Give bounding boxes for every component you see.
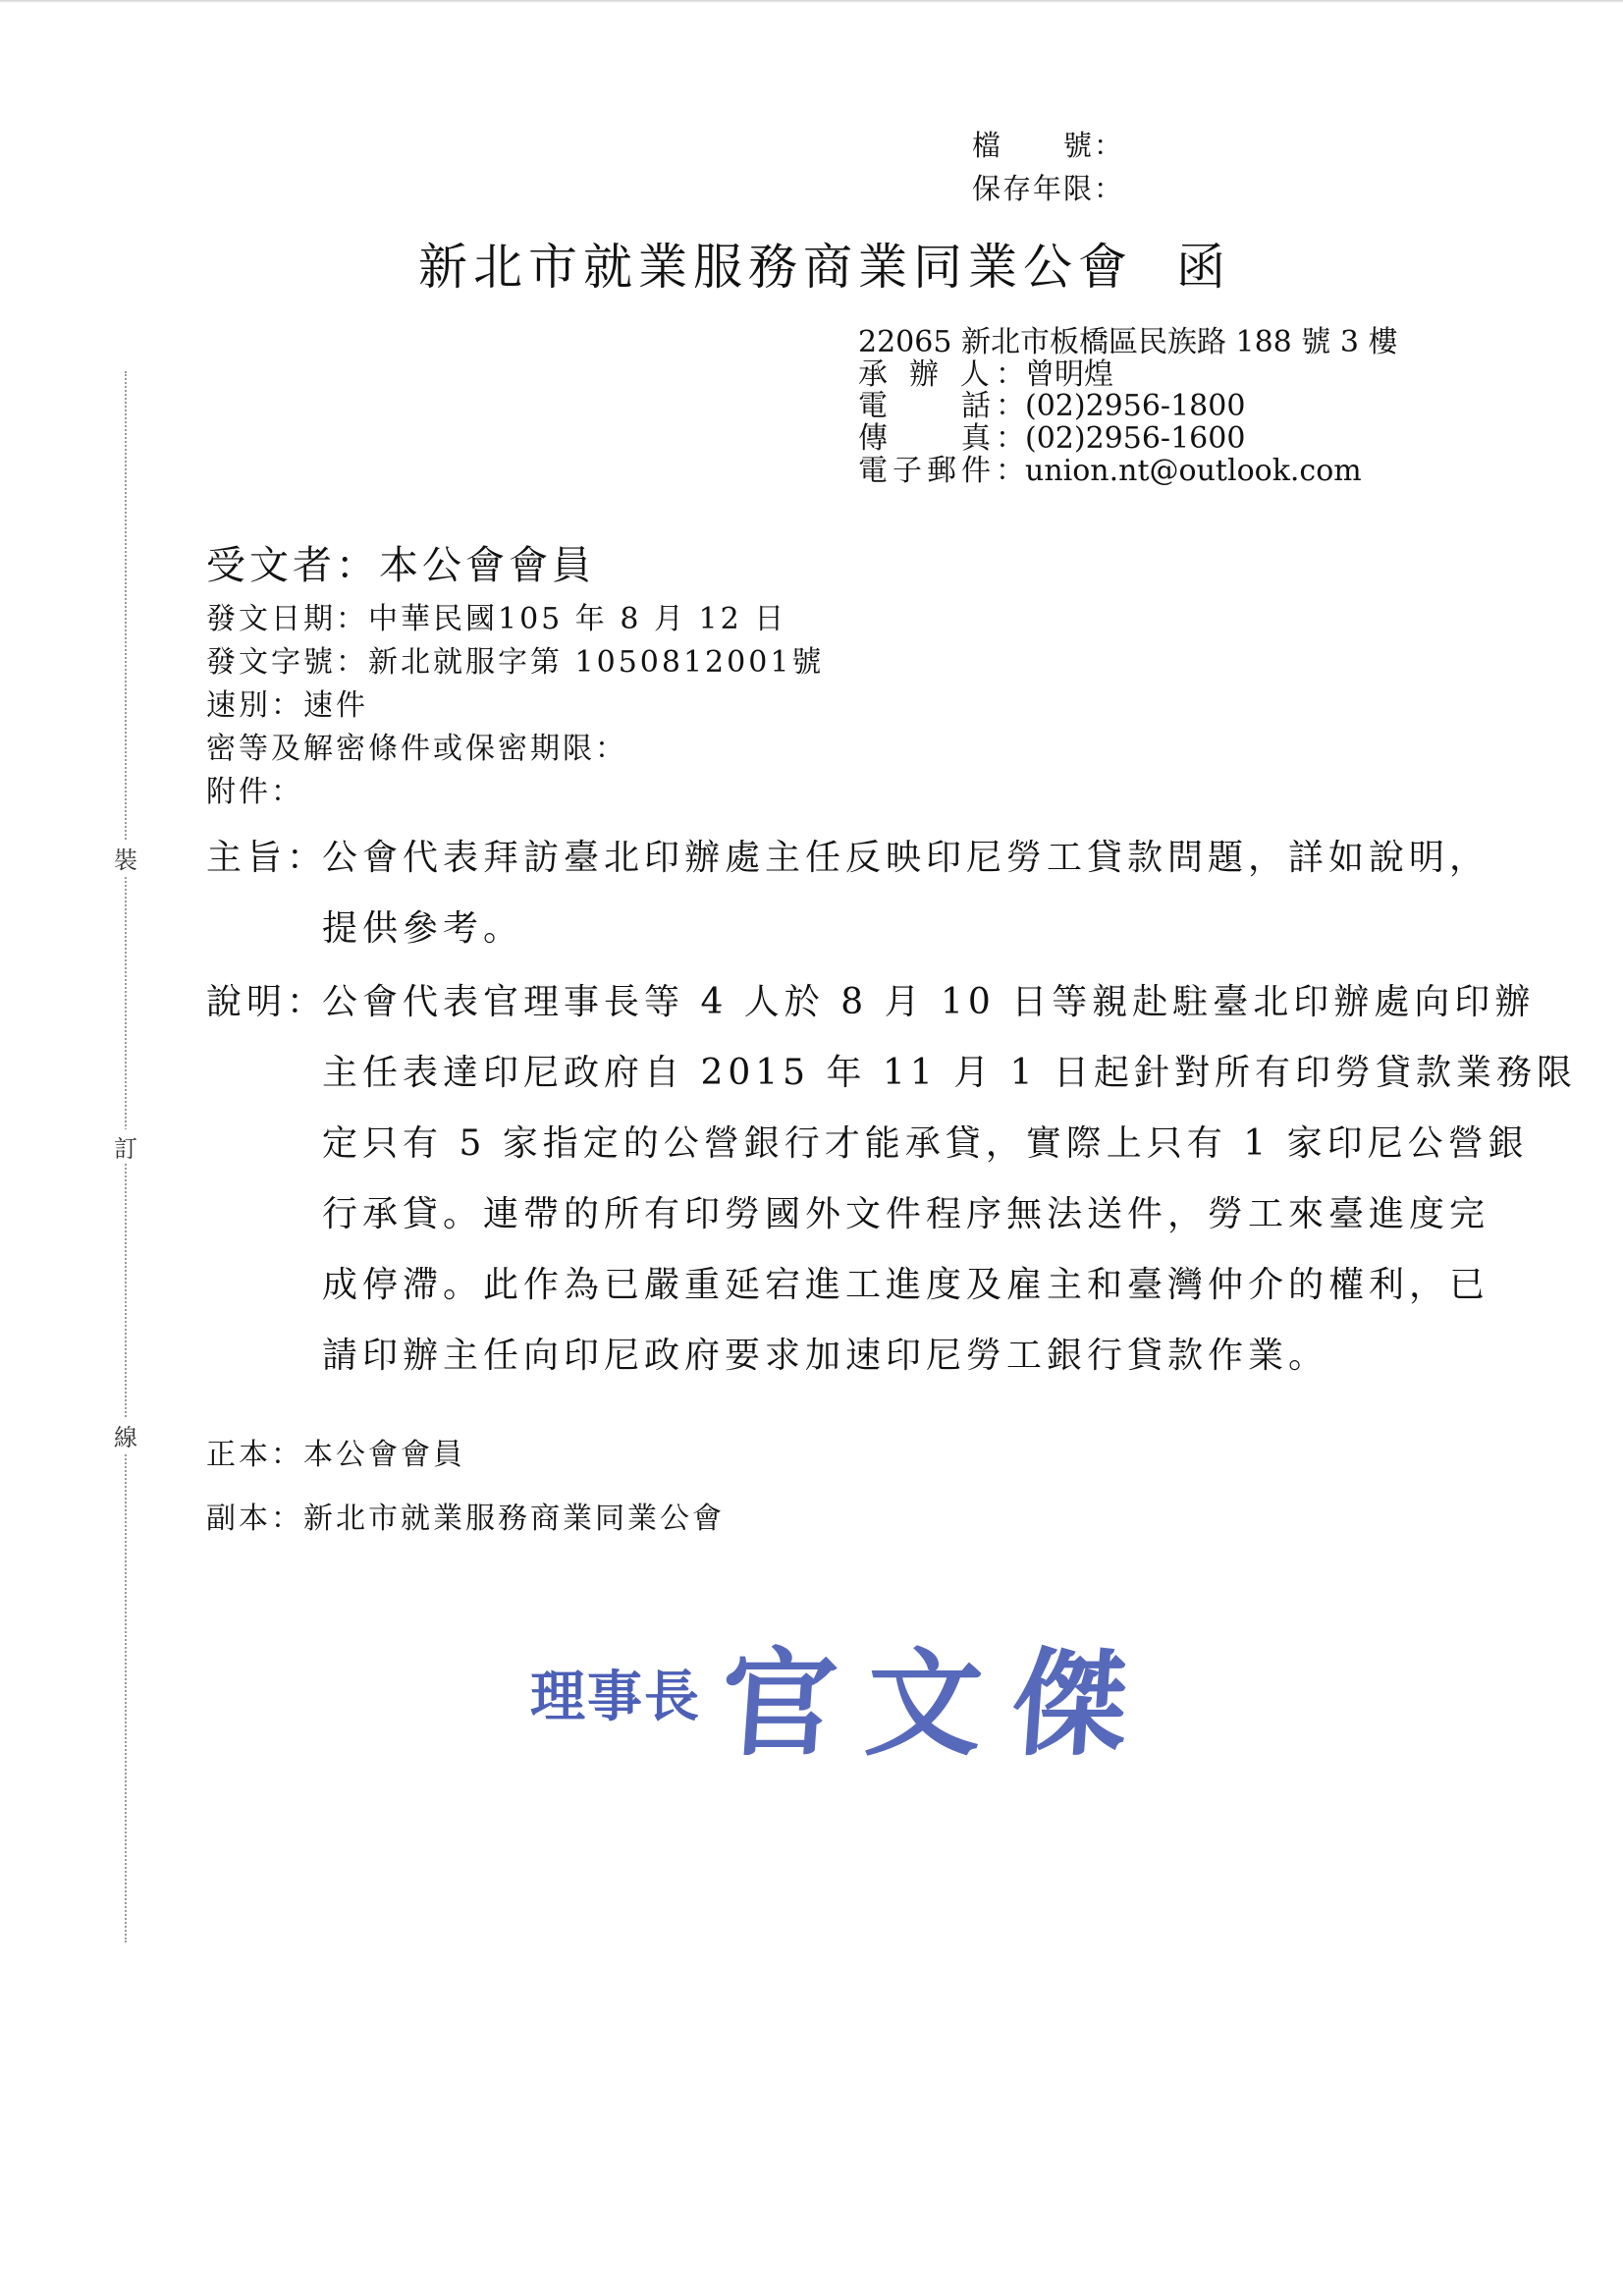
subject-label: 主旨： xyxy=(206,838,328,878)
binding-mark-3: 線 xyxy=(114,1418,137,1452)
binding-mark-1: 裝 xyxy=(114,841,137,875)
description-line: 主任表達印尼政府自 2015 年 11 月 1 日起針對所有印勞貸款業務限 xyxy=(322,1053,1577,1093)
description-line: 請印辦主任向印尼政府要求加速印尼勞工銀行貸款作業。 xyxy=(322,1336,1329,1376)
document-number: 發文字號：新北就服字第 1050812001號 xyxy=(206,645,825,680)
sender-email: 電子郵件：union.nt@outlook.com xyxy=(858,454,1362,488)
sender-fax: 傳 真：(02)2956-1600 xyxy=(858,421,1246,456)
description-line: 定只有 5 家指定的公營銀行才能承貸，實際上只有 1 家印尼公營銀 xyxy=(322,1123,1529,1164)
original-recipient: 正本：本公會會員 xyxy=(206,1438,465,1472)
sender-phone: 電 話：(02)2956-1800 xyxy=(858,389,1246,423)
sender-address: 22065 新北市板橋區民族路 188 號 3 樓 xyxy=(858,325,1398,359)
description-label: 說明： xyxy=(206,982,328,1022)
letter-title: 新北市就業服務商業同業公會 xyxy=(418,239,1133,296)
recipient: 受文者：本公會會員 xyxy=(206,543,595,588)
subject-line: 提供參考。 xyxy=(322,908,524,949)
description-line: 行承貸。連帶的所有印勞國外文件程序無法送件，勞工來臺進度完 xyxy=(322,1194,1490,1234)
issue-date: 發文日期：中華民國105 年 8 月 12 日 xyxy=(206,602,787,636)
retention-period-field: 保存年限： xyxy=(972,172,1125,205)
seal-title: 理事長 xyxy=(530,1665,701,1729)
binding-mark-2: 訂 xyxy=(114,1129,137,1164)
file-number-field: 檔 號： xyxy=(972,129,1125,162)
sender-handler: 承 辦 人：曾明煌 xyxy=(858,357,1113,392)
copy-recipient: 副本：新北市就業服務商業同業公會 xyxy=(206,1502,725,1536)
seal-name: 官文傑 xyxy=(716,1635,1163,1772)
secrecy-level: 密等及解密條件或保密期限： xyxy=(206,732,627,766)
document-type: 函 xyxy=(1176,239,1225,296)
description-line: 成停滯。此作為已嚴重延宕進工進度及雇主和臺灣仲介的權利，已 xyxy=(322,1265,1490,1305)
delivery-speed: 速別：速件 xyxy=(206,688,368,723)
attachments: 附件： xyxy=(206,775,303,809)
description-section xyxy=(206,967,1577,1392)
subject-line: 公會代表拜訪臺北印辦處主任反映印尼勞工貸款問題，詳如說明， xyxy=(322,838,1490,878)
subject-section xyxy=(206,823,1490,964)
description-line: 公會代表官理事長等 4 人於 8 月 10 日等親赴駐臺北印辦處向印辦 xyxy=(322,982,1536,1022)
scan-edge xyxy=(0,0,1623,3)
